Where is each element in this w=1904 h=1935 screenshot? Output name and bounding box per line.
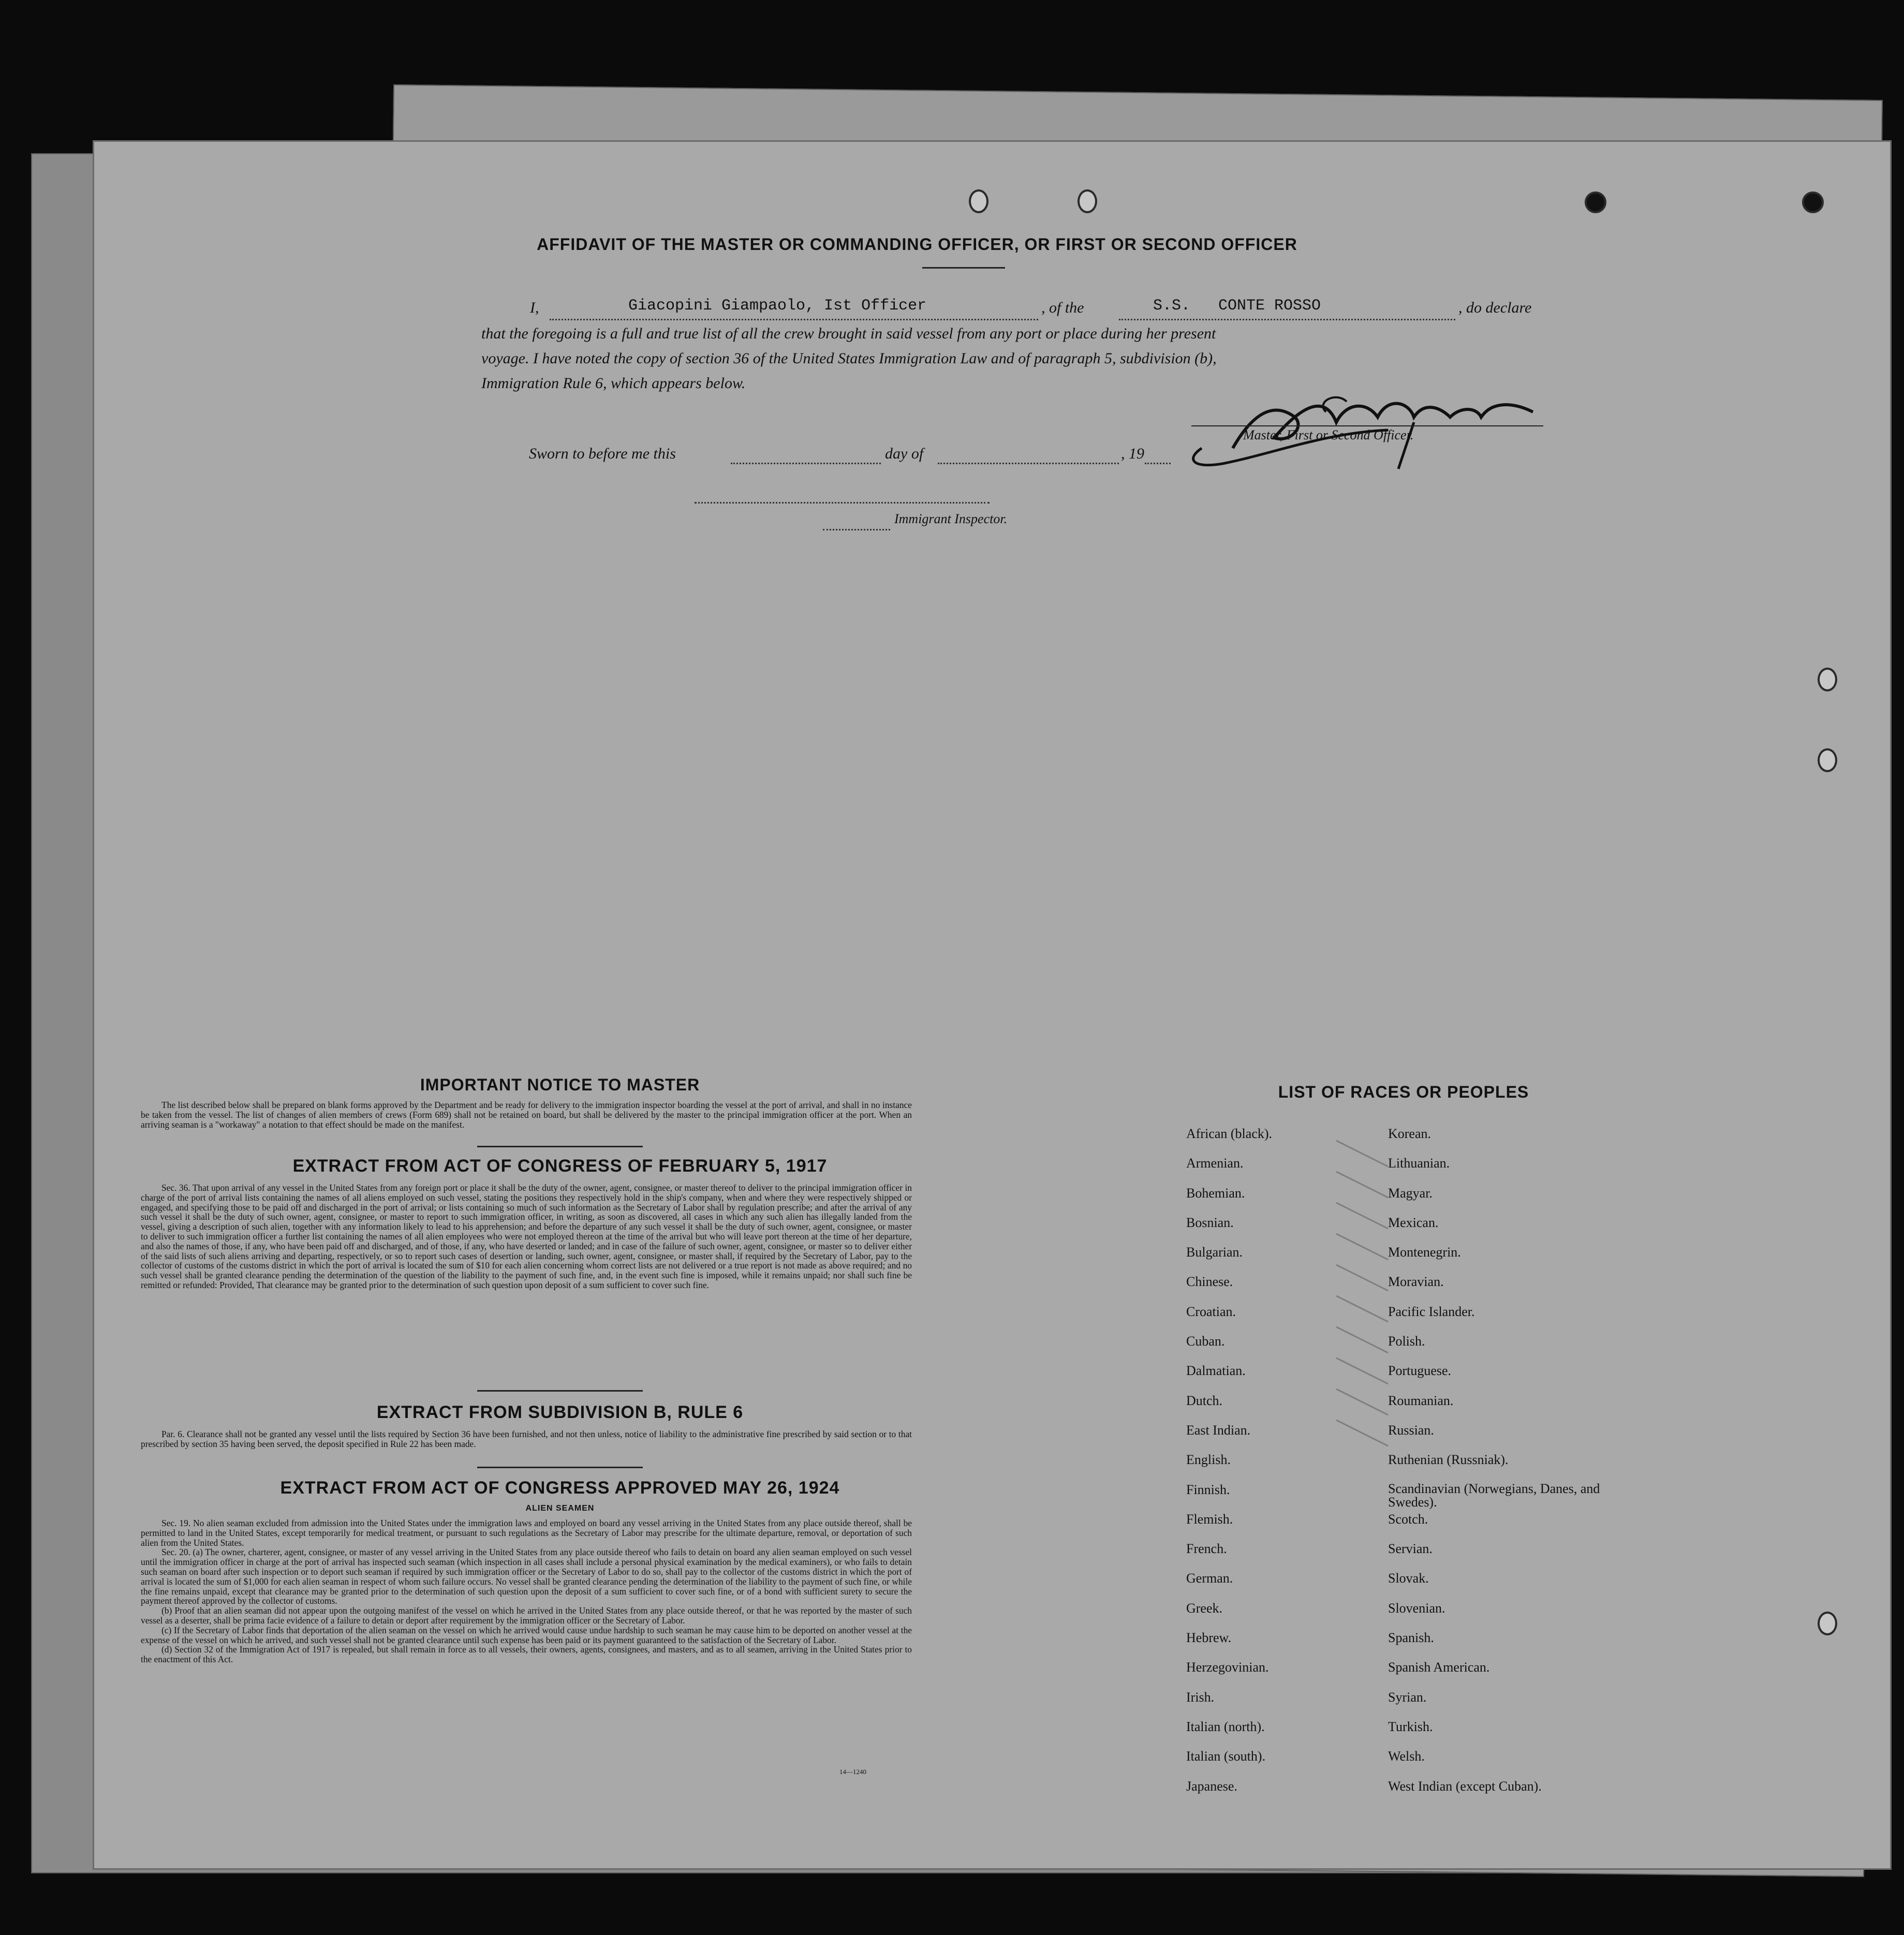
rule-6-text: Par. 6. Clearance shall not be granted any vessel until the lists required by Section 36 have been furnished, and not then unless, notice of liability to the administrative fine prescribed by said section or to that prescribed by section 35 having been served, the deposit specified in Rule 22 has been made. bbox=[141, 1429, 912, 1449]
form-number: 14—1240 bbox=[839, 1768, 866, 1776]
punch-hole bbox=[1802, 191, 1824, 213]
act-1924-subtitle: ALIEN SEAMEN bbox=[525, 1504, 595, 1513]
race-item: Scandinavian (Norwegians, Danes, and Swedes). bbox=[1388, 1481, 1600, 1510]
act-1917-title: EXTRACT FROM ACT OF CONGRESS OF FEBRUARY 5, 1917 bbox=[292, 1156, 828, 1176]
act-1924-title: EXTRACT FROM ACT OF CONGRESS APPROVED MAY 26, 1924 bbox=[280, 1478, 840, 1498]
race-item: Mexican. bbox=[1388, 1215, 1439, 1230]
section-rule bbox=[477, 1390, 643, 1392]
vessel-line bbox=[1119, 319, 1455, 320]
do-declare-label: , do declare bbox=[1458, 299, 1532, 316]
race-item: Bosnian. bbox=[1186, 1215, 1234, 1230]
inspector-line bbox=[695, 502, 990, 504]
race-item: Spanish. bbox=[1388, 1630, 1434, 1646]
race-item: Armenian. bbox=[1186, 1156, 1244, 1171]
vessel-name: S.S. CONTE ROSSO bbox=[1153, 297, 1321, 315]
race-item: East Indian. bbox=[1186, 1422, 1251, 1438]
declaration-line-2: that the foregoing is a full and true list of all the crew brought in said vessel from any port or place during her present bbox=[481, 325, 1216, 342]
race-item: Herzegovinian. bbox=[1186, 1660, 1269, 1675]
race-item: Croatian. bbox=[1186, 1304, 1236, 1319]
races-left-column bbox=[1186, 1126, 1272, 1808]
race-item: Slovak. bbox=[1388, 1571, 1429, 1586]
race-item: Korean. bbox=[1388, 1126, 1431, 1141]
year-prefix: , 19 bbox=[1121, 445, 1144, 462]
race-item: German. bbox=[1186, 1571, 1233, 1586]
declaration-line-3: voyage. I have noted the copy of section 36 of the United States Immigration Law and of paragraph 5, subdivision (b), bbox=[481, 350, 1217, 367]
race-item: Slovenian. bbox=[1388, 1600, 1445, 1616]
sworn-year-line bbox=[1145, 463, 1171, 464]
race-item: Japanese. bbox=[1186, 1778, 1237, 1794]
race-item: Cuban. bbox=[1186, 1334, 1225, 1349]
race-item: Syrian. bbox=[1388, 1689, 1427, 1705]
race-item: Lithuanian. bbox=[1388, 1156, 1450, 1171]
punch-hole bbox=[1818, 1612, 1837, 1635]
race-item: Greek. bbox=[1186, 1600, 1223, 1616]
race-item: English. bbox=[1186, 1452, 1231, 1468]
race-item: Magyar. bbox=[1388, 1185, 1433, 1201]
punch-hole bbox=[1585, 191, 1606, 213]
manifest-page bbox=[94, 142, 1890, 1868]
punch-hole bbox=[1818, 748, 1837, 772]
affidavit-i: I, bbox=[530, 299, 539, 316]
race-item: Moravian. bbox=[1388, 1274, 1444, 1290]
races-title: LIST OF RACES OR PEOPLES bbox=[1278, 1083, 1529, 1101]
race-item: Bulgarian. bbox=[1186, 1245, 1243, 1260]
notice-title: IMPORTANT NOTICE TO MASTER bbox=[420, 1075, 700, 1094]
race-item: Russian. bbox=[1388, 1422, 1434, 1438]
officer-name-line bbox=[550, 319, 1038, 320]
race-item: Ruthenian (Russniak). bbox=[1388, 1452, 1509, 1468]
race-item: French. bbox=[1186, 1541, 1227, 1557]
race-item: Servian. bbox=[1388, 1541, 1433, 1557]
punch-hole bbox=[969, 189, 988, 213]
race-item: Roumanian. bbox=[1388, 1393, 1454, 1408]
officer-name: Giacopini Giampaolo, Ist Officer bbox=[628, 297, 927, 315]
sworn-day-line bbox=[731, 463, 881, 464]
title-rule bbox=[922, 267, 1005, 269]
race-item: Spanish American. bbox=[1388, 1660, 1490, 1675]
race-item: Hebrew. bbox=[1186, 1630, 1232, 1646]
race-item: Bohemian. bbox=[1186, 1185, 1245, 1201]
sworn-label: Sworn to before me this bbox=[529, 445, 676, 462]
section-rule bbox=[477, 1146, 643, 1147]
punch-hole bbox=[1078, 189, 1097, 213]
race-item: Portuguese. bbox=[1388, 1363, 1452, 1379]
race-item: Welsh. bbox=[1388, 1749, 1425, 1764]
race-item: Scotch. bbox=[1388, 1511, 1428, 1527]
race-item: Dalmatian. bbox=[1186, 1363, 1246, 1379]
race-item: African (black). bbox=[1186, 1126, 1273, 1141]
inspector-label: Immigrant Inspector. bbox=[894, 511, 1008, 526]
race-item: Irish. bbox=[1186, 1689, 1215, 1705]
signature-line bbox=[1191, 425, 1543, 426]
race-item: Finnish. bbox=[1186, 1482, 1230, 1497]
act-1924-text: Sec. 19. No alien seaman excluded from admission into the United States under the immigration laws and employed on board any vessel arriving in the United States from any place outside thereof, shall be permitted to land in the United States, except temporarily for medical treatment, or pursuant to such regulations as the Secretary of Labor may prescribe for the ultimate departure, removal, or deportation of such alien from the United States. Sec. 20. (a) The owner, charterer, agent, consignee, or master of any vessel arriving in the United States from any place outside thereof who fails to detain on board any alien seaman employed on such vessel until the immigration officer in charge at the port of arrival has inspected such seaman (which inspection in all cases shall include a personal physical examination by the medical examiners), or who fails to detain such seaman on board after such inspection or to deport such seaman if required by such immigration officer or the Secretary of Labor to do so, shall pay to the collector of the customs district in which the port of arrival is located the sum of $1,000 for each alien seaman in respect of whom such failure occurs. No vessel shall be granted clearance pending the determination of the liability to the payment of such fine, or while the fine remains unpaid, except that clearance may be granted prior to the determination of such question upon the deposit of a sum sufficient to cover such fine, or of a bond with sufficient surety to secure the payment thereof approved by the collector of customs. (b) Proof that an alien seaman did not appear upon the outgoing manifest of the vessel on which he arrived in the United States from any place outside thereof, or that he was reported by the master of such vessel as a deserter, shall be prima facie evidence of a failure to detain or deport after requirement by the immigration officer or the Secretary of Labor. (c) If the Secretary of Labor finds that deportation of the alien seaman on the vessel on which he arrived would cause undue hardship to such seaman he may cause him to be deported on another vessel at the expense of the vessel on which he arrived, and such vessel shall not be granted clearance until such expense has been paid or its payment guaranteed to the satisfaction of the Secretary of Labor. (d) Section 32 of the Immigration Act of 1917 is repealed, but shall remain in force as to all vessels, their owners, agents, consignees, and masters, and as to all seamen, arriving in the United States prior to the enactment of this Act. bbox=[141, 1518, 912, 1665]
inspector-dots bbox=[823, 529, 890, 530]
affidavit-title: AFFIDAVIT OF THE MASTER OR COMMANDING OFFICER, OR FIRST OR SECOND OFFICER bbox=[537, 235, 1297, 254]
rule-6-title: EXTRACT FROM SUBDIVISION B, RULE 6 bbox=[376, 1402, 744, 1422]
race-item: Turkish. bbox=[1388, 1719, 1433, 1734]
race-item: Montenegrin. bbox=[1388, 1245, 1461, 1260]
races-right-column bbox=[1388, 1126, 1605, 1808]
race-item: Dutch. bbox=[1186, 1393, 1223, 1408]
race-item: Italian (south). bbox=[1186, 1749, 1266, 1764]
race-item: Italian (north). bbox=[1186, 1719, 1265, 1734]
race-item: Flemish. bbox=[1186, 1511, 1233, 1527]
punch-hole bbox=[1818, 668, 1837, 691]
sworn-month-line bbox=[938, 463, 1119, 464]
check-marks bbox=[1326, 1125, 1398, 1798]
declaration-line-4: Immigration Rule 6, which appears below. bbox=[481, 375, 746, 392]
notice-text: The list described below shall be prepared on blank forms approved by the Department and be ready for delivery to the immigration inspector boarding the vessel at the port of arrival, and shall in no instance be taken from the vessel. The list of changes of alien members of crews (Form 689) shall not be retained on board, but shall be delivered by the master to the principal immigration officer at the port. When an arriving seaman is a "workaway" a notation to that effect should be made on the manifest. bbox=[141, 1100, 912, 1130]
race-item: Chinese. bbox=[1186, 1274, 1233, 1290]
day-of-label: day of bbox=[885, 445, 924, 462]
act-1917-text: Sec. 36. That upon arrival of any vessel in the United States from any foreign port or place it shall be the duty of the owner, agent, consignee, or master thereof to deliver to the principal immigration officer in charge of the port of arrival lists containing the names of all aliens employed on such vessel, stating the positions they respectively hold in the ship's company, when and where they were respectively shipped or engaged, and specifying those to be paid off and discharged in the port of arrival; or lists containing so much of such information as the Secretary of Labor shall by regulation prescribe; and after the arrival of any such vessel it shall be the duty of such owner, agent, consignee, or master to report to such immigration officer, in writing, as soon as discovered, all cases in which any such alien has illegally landed from the vessel, giving a description of such alien, together with any information likely to lead to his apprehension; and before the departure of any such vessel it shall be the duty of such owner, agent, consignee, or master to deliver to such immigration officer a further list containing the names of all alien employees who were not employed thereon at the time of the arrival but who will leave port thereon at the time of her departure, and also the names of those, if any, who have been paid off and discharged, and of those, if any, who have deserted or landed; and in case of the failure of such owner, agent, consignee, or master so to deliver either of the said lists of such aliens arriving and departing, respectively, or so to report such cases of desertion or landing, such owner, agent, consignee, or master shall, if required by the Secretary of Labor, pay to the collector of customs of the customs district in which the port of arrival is located the sum of $10 for each alien concerning whom correct lists are not delivered or a true report is not made as above required; and no such vessel shall be granted clearance pending the determination of the question of the liability to the payment of such fine, and, in the event such fine is imposed, while it remains unpaid; nor shall such fine be remitted or refunded: Provided, That clearance may be granted prior to the determination of such question upon deposit of a sum sufficient to cover such fine. bbox=[141, 1183, 912, 1290]
signature-caption: Master, First or Second Officer. bbox=[1243, 427, 1414, 442]
section-rule bbox=[477, 1467, 643, 1468]
race-item: West Indian (except Cuban). bbox=[1388, 1778, 1542, 1794]
race-item: Polish. bbox=[1388, 1334, 1425, 1349]
race-item: Pacific Islander. bbox=[1388, 1304, 1475, 1319]
of-the-label: , of the bbox=[1041, 299, 1084, 316]
